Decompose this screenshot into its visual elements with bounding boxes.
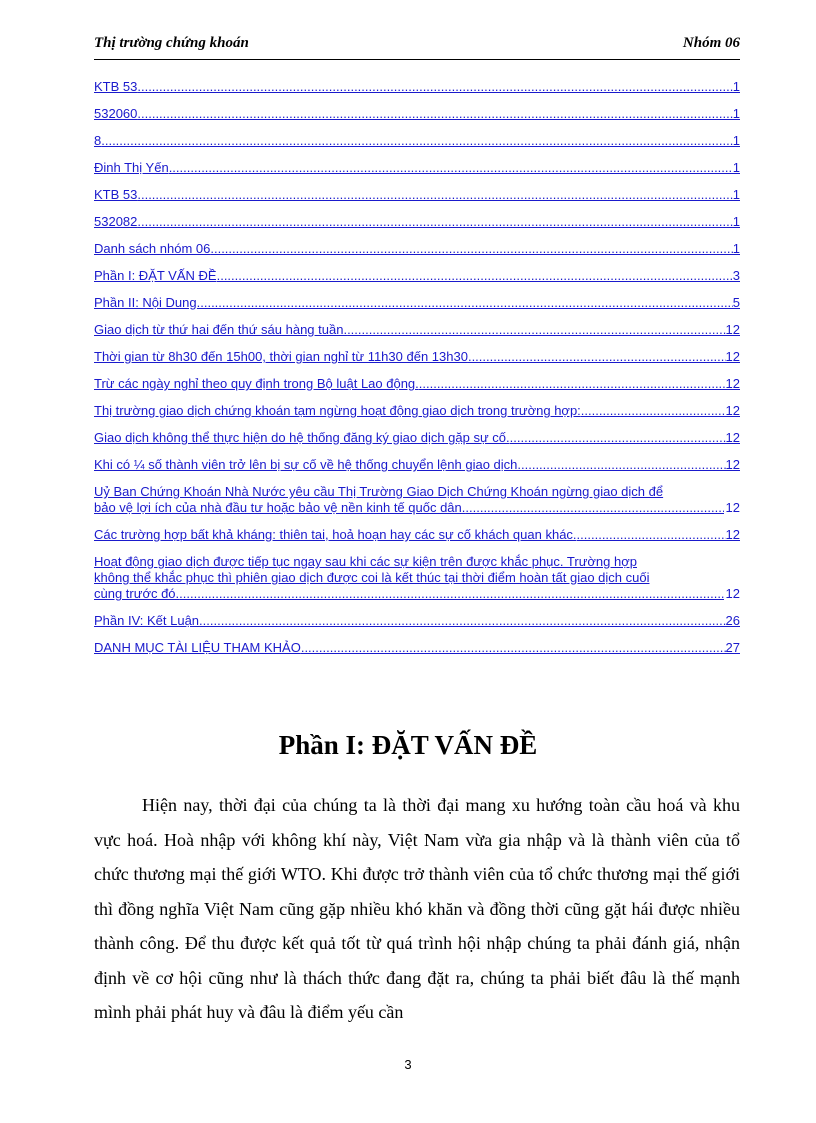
- toc-entry-text: Giao dịch từ thứ hai đến thứ sáu hàng tuần.: [94, 322, 348, 337]
- toc-dot-leader: [510, 430, 726, 446]
- toc-entry-text: cùng trước đó.: [94, 586, 180, 601]
- toc-entry[interactable]: [94, 295, 740, 311]
- toc-page-number: 5: [732, 295, 740, 310]
- toc-entry[interactable]: [94, 241, 740, 257]
- header-rule: [94, 59, 740, 60]
- toc-dot-leader: [419, 376, 726, 392]
- toc-page-number: 27: [725, 640, 740, 655]
- toc-dot-leader: [137, 187, 732, 203]
- toc-entry-text: Khi có ¼ số thành viên trở lên bị sự cố về hệ thống chuyển lệnh giao dịch.: [94, 457, 521, 472]
- toc-entry-text: không thể khắc phục thì phiên giao dịch được coi là kết thúc tại thời điểm hoàn tất giao dịch cuối: [94, 570, 650, 585]
- toc-entry[interactable]: [94, 106, 740, 122]
- toc-page-number: 12: [725, 349, 740, 364]
- toc-dot-leader: [521, 457, 726, 473]
- toc-entry-text: 532060: [94, 106, 138, 121]
- toc-entry[interactable]: [94, 187, 740, 203]
- toc-entry[interactable]: [94, 322, 740, 338]
- toc-page-number: 1: [732, 79, 740, 94]
- header-title: Thị trường chứng khoán: [94, 35, 249, 51]
- toc-page-number: 1: [732, 214, 740, 229]
- toc-entry[interactable]: [94, 133, 740, 149]
- toc-entry[interactable]: [94, 160, 740, 176]
- toc-dot-leader: [137, 79, 732, 95]
- toc-entry-text: KTB 53: [94, 79, 138, 94]
- toc-page-number: 12: [725, 586, 740, 601]
- header-group: Nhóm 06: [682, 35, 740, 51]
- toc-dot-leader: [137, 106, 732, 122]
- toc-page-number: 12: [725, 403, 740, 418]
- toc-entry-text: 8: [94, 133, 102, 148]
- toc-page-number: 1: [732, 106, 740, 121]
- toc-dot-leader: [210, 241, 732, 257]
- toc-page-number: 1: [732, 133, 740, 148]
- toc-page-number: 1: [732, 160, 740, 175]
- toc-entry-text: Danh sách nhóm 06: [94, 241, 211, 256]
- toc-dot-leader: [577, 527, 726, 543]
- toc-dot-leader: [199, 613, 725, 629]
- toc-entry-text: Trừ các ngày nghỉ theo quy định trong Bộ luật Lao động.: [94, 376, 419, 391]
- toc-page-number: 12: [725, 430, 740, 445]
- toc-entry-text: Đinh Thị Yến: [94, 160, 169, 175]
- toc-entry-text: bảo vệ lợi ích của nhà đầu tư hoặc bảo vệ nền kinh tế quốc dân.: [94, 500, 466, 515]
- toc-entry-text: Giao dịch không thể thực hiện do hệ thống đăng ký giao dịch gặp sự cố.: [94, 430, 510, 445]
- toc-entry[interactable]: [94, 613, 740, 629]
- body-paragraph: Hiện nay, thời đại của chúng ta là thời đại mang xu hướng toàn cầu hoá và khu vực hoá. Hoà nhập với không khí này, Việt Nam vừa gia nhập và là thành viên của tổ chức thương mại thế giới WTO. Khi được trở thành viên của tổ chức thương mại thế giới thì đồng nghĩa Việt Nam cũng gặp nhiều khó khăn và đồng thời cũng gặt hái được nhiều thành công. Để thu được kết quả tốt từ quá trình hội nhập chúng ta phải đánh giá, nhận định về cơ hội cũng như là thách thức đang đặt ra, chúng ta phải biết đâu là thế mạnh mình phải phát huy và đâu là điểm yếu cần: [94, 795, 740, 1022]
- toc-entry-text: Hoạt động giao dịch được tiếp tục ngay sau khi các sự kiện trên được khắc phục. Trường hợp: [94, 554, 637, 569]
- toc-entry-text: Uỷ Ban Chứng Khoán Nhà Nước yêu cầu Thị Trường Giao Dịch Chứng Khoán ngừng giao dịch để: [94, 484, 664, 499]
- toc-dot-leader: [101, 133, 733, 149]
- toc-dot-leader: [169, 160, 733, 176]
- toc-entry[interactable]: [94, 349, 740, 365]
- toc-page-number: 12: [725, 500, 740, 515]
- toc-entry[interactable]: [94, 554, 740, 602]
- toc-entry-text: Thị trường giao dịch chứng khoán tạm ngừng hoạt động giao dịch trong trường hợp:: [94, 403, 581, 418]
- toc-entry-text: Phần IV: Kết Luận: [94, 613, 200, 628]
- toc-entry-text: 532082: [94, 214, 138, 229]
- toc-entry[interactable]: [94, 484, 740, 516]
- toc-dot-leader: [137, 214, 732, 230]
- toc-entry-text: KTB 53: [94, 187, 138, 202]
- table-of-contents: [94, 79, 740, 667]
- toc-entry[interactable]: [94, 430, 740, 446]
- toc-entry[interactable]: [94, 376, 740, 392]
- toc-entry[interactable]: [94, 457, 740, 473]
- toc-entry-text: Các trường hợp bất khả kháng: thiên tai, hoả hoạn hay các sự cố khách quan khác.: [94, 527, 577, 542]
- toc-dot-leader: [581, 403, 726, 419]
- toc-entry[interactable]: [94, 403, 740, 419]
- toc-entry-text: Phần II: Nội Dung: [94, 295, 197, 310]
- toc-page-number: 12: [725, 322, 740, 337]
- section-title: Phần I: ĐẶT VẤN ĐỀ: [278, 730, 538, 760]
- toc-entry-text: Thời gian từ 8h30 đến 15h00, thời gian nghỉ từ 11h30 đến 13h30: [94, 349, 468, 364]
- toc-page-number: 12: [725, 376, 740, 391]
- toc-page-number: 26: [725, 613, 740, 628]
- toc-entry[interactable]: [94, 640, 740, 656]
- toc-entry-text: DANH MỤC TÀI LIỆU THAM KHẢO: [94, 640, 301, 655]
- toc-page-number: 3: [732, 268, 740, 283]
- toc-dot-leader: [468, 349, 726, 365]
- toc-page-number: 12: [725, 527, 740, 542]
- toc-dot-leader: [347, 322, 725, 338]
- toc-page-number: 1: [732, 241, 740, 256]
- toc-dot-leader: [179, 586, 724, 602]
- toc-dot-leader: [197, 295, 733, 311]
- toc-dot-leader: [465, 500, 724, 516]
- toc-entry[interactable]: [94, 79, 740, 95]
- toc-entry[interactable]: [94, 214, 740, 230]
- toc-dot-leader: [217, 268, 733, 284]
- toc-entry[interactable]: [94, 268, 740, 284]
- toc-entry[interactable]: [94, 527, 740, 543]
- toc-page-number: 1: [732, 187, 740, 202]
- toc-page-number: 12: [725, 457, 740, 472]
- toc-dot-leader: [301, 640, 726, 656]
- page-number: 3: [404, 1057, 412, 1072]
- toc-entry-text: Phần I: ĐẶT VẤN ĐỀ: [94, 268, 217, 283]
